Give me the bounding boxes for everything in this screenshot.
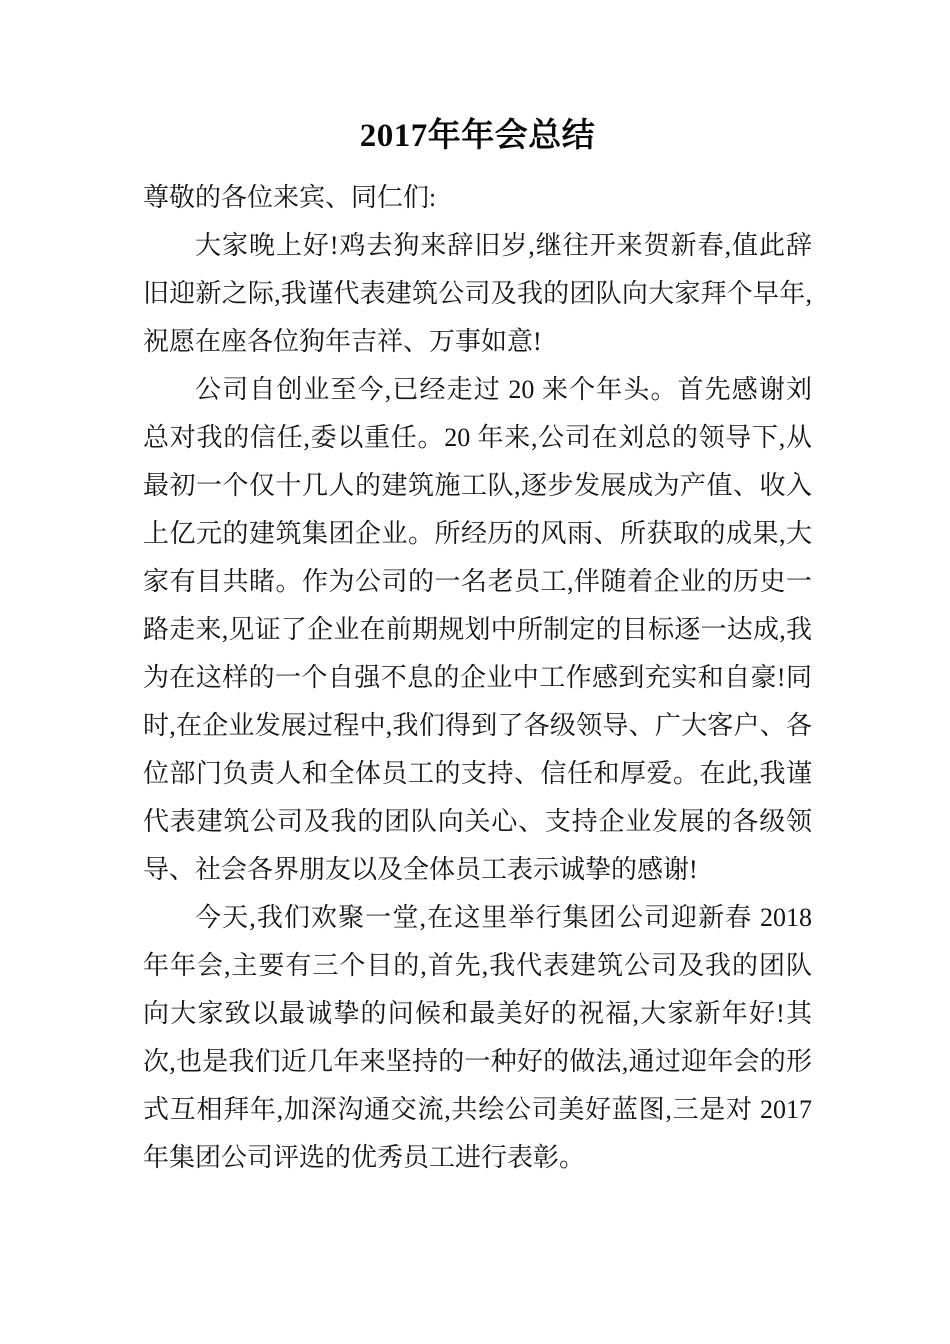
paragraph-greeting: 大家晚上好!鸡去狗来辞旧岁,继往开来贺新春,值此辞旧迎新之际,我谨代表建筑公司及我的团队向大家拜个早年,祝愿在座各位狗年吉祥、万事如意! [143,231,812,356]
salutation-line: 尊敬的各位来宾、同仁们: [143,183,437,212]
document-title: 2017年年会总结 [359,118,596,154]
paragraph-meeting-purpose: 今天,我们欢聚一堂,在这里举行集团公司迎新春 2018 年年会,主要有三个目的,首先,我代表建筑公司及我的团队向大家致以最诚挚的问候和最美好的祝福,大家新年好!其次,也是我们近几年来坚持的一种好的做法,通过迎年会的形式互相拜年,加深沟通交流,共绘公司美好蓝图,三是对 2017 年集团公司评选的优秀员工进行表彰。 [143,903,812,1172]
paragraph-company-history: 公司自创业至今,已经走过 20 来个年头。首先感谢刘总对我的信任,委以重任。20 年来,公司在刘总的领导下,从最初一个仅十几人的建筑施工队,逐步发展成为产值、收入上亿元的建筑集团企业。所经历的风雨、所获取的成果,大家有目共睹。作为公司的一名老员工,伴随着企业的历史一路走来,见证了企业在前期规划中所制定的目标逐一达成,我为在这样的一个自强不息的企业中工作感到充实和自豪!同时,在企业发展过程中,我们得到了各级领导、广大客户、各位部门负责人和全体员工的支持、信任和厚爱。在此,我谨代表建筑公司及我的团队向关心、支持企业发展的各级领导、社会各界朋友以及全体员工表示诚挚的感谢! [143,375,812,884]
document-body [143,174,812,1182]
